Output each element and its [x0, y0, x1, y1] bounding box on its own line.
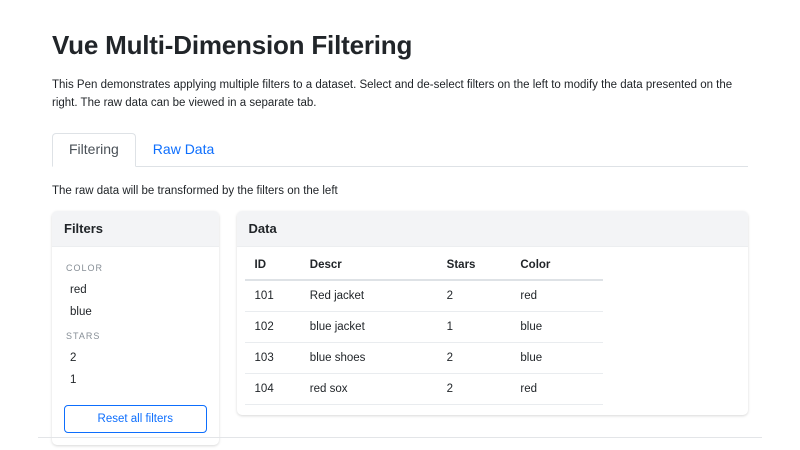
cell-id: 102	[245, 311, 300, 342]
filters-panel	[52, 211, 219, 445]
table-row	[245, 311, 603, 342]
table-row	[245, 373, 603, 404]
filter-group-label-color: COLOR	[66, 262, 104, 273]
filters-panel-body	[52, 247, 219, 445]
cell-color: blue	[510, 342, 602, 373]
footer-divider	[38, 437, 762, 438]
data-table-head	[245, 251, 603, 280]
cell-id: 103	[245, 342, 300, 373]
column-header-descr: Descr	[300, 251, 437, 280]
cell-id: 104	[245, 373, 300, 404]
filter-option-color-blue[interactable]: blue	[70, 305, 92, 318]
page-description: This Pen demonstrates applying multiple filters to a dataset. Select and de-select filters on the left to modify the data presented on the right. The raw data can be viewed in a separate tab.	[52, 79, 733, 109]
cell-descr: blue jacket	[300, 311, 437, 342]
reset-all-filters-button[interactable]: Reset all filters	[64, 405, 207, 433]
filters-panel-title: Filters	[52, 211, 219, 247]
cell-id: 101	[245, 280, 300, 312]
transform-hint: The raw data will be transformed by the filters on the left	[52, 184, 338, 197]
cell-stars: 2	[437, 373, 511, 404]
cell-stars: 1	[437, 311, 511, 342]
cell-descr: red sox	[300, 373, 437, 404]
tab-filtering[interactable]: Filtering	[52, 133, 136, 167]
cell-color: red	[510, 280, 602, 312]
data-panel-title: Data	[237, 211, 748, 247]
data-panel-body	[237, 247, 748, 415]
filter-option-color-red[interactable]: red	[70, 283, 87, 296]
page-title: Vue Multi-Dimension Filtering	[52, 30, 413, 60]
cell-descr: blue shoes	[300, 342, 437, 373]
tab-bar	[52, 133, 748, 167]
table-row	[245, 280, 603, 312]
cell-descr: Red jacket	[300, 280, 437, 312]
column-header-color: Color	[510, 251, 602, 280]
filter-group-label-stars: STARS	[66, 330, 101, 341]
cell-color: red	[510, 373, 602, 404]
column-header-stars: Stars	[437, 251, 511, 280]
data-table-body	[245, 280, 603, 405]
table-header-row	[245, 251, 603, 280]
data-panel	[237, 211, 748, 415]
filter-option-stars-2[interactable]: 2	[70, 351, 77, 364]
cell-stars: 2	[437, 280, 511, 312]
table-row	[245, 342, 603, 373]
cell-color: blue	[510, 311, 602, 342]
tab-raw-data[interactable]: Raw Data	[152, 140, 215, 157]
data-table	[245, 251, 603, 405]
panels-row	[52, 211, 748, 445]
cell-stars: 2	[437, 342, 511, 373]
filter-option-stars-1[interactable]: 1	[70, 373, 77, 386]
column-header-id: ID	[245, 251, 300, 280]
